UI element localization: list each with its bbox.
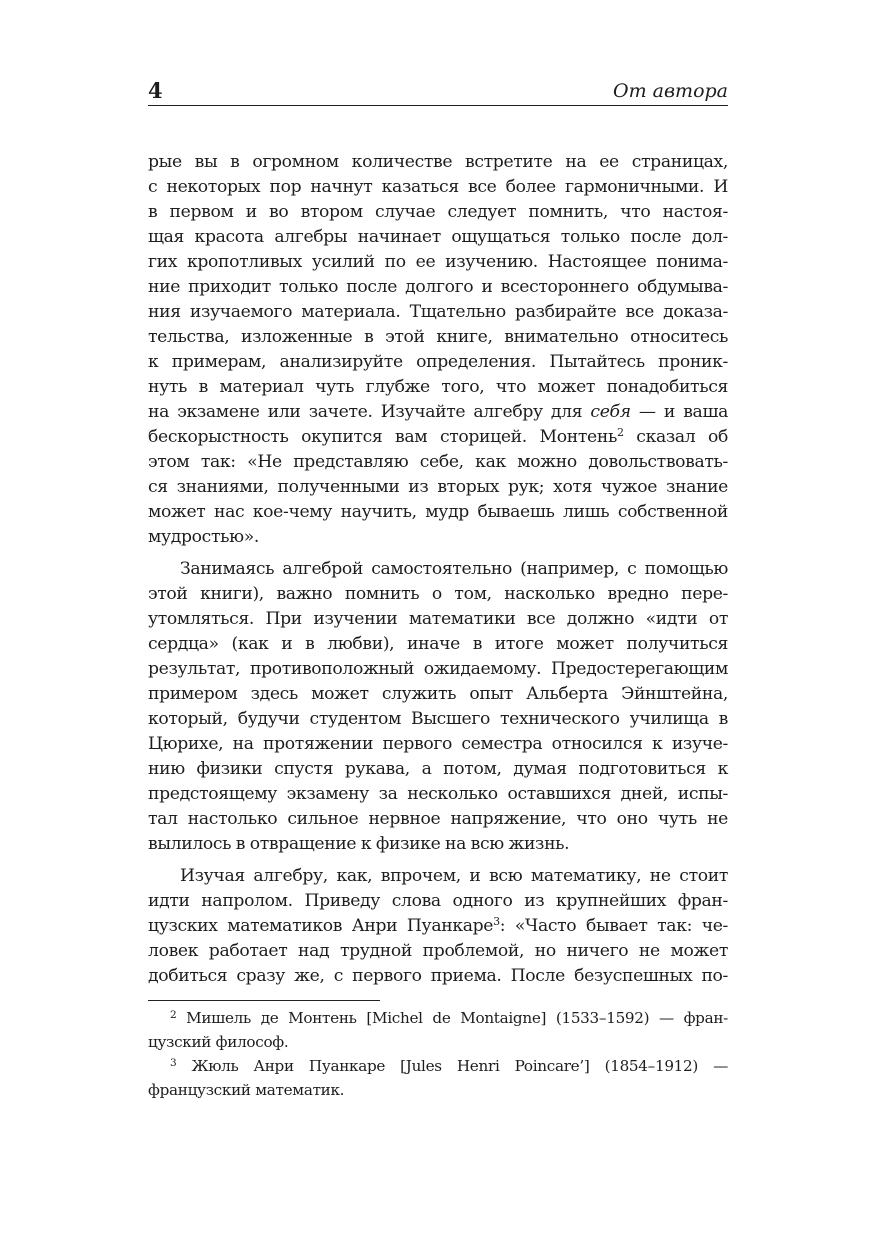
text-line: может нас кое-чему научить, мудр бываешь лишь собственной (148, 502, 728, 522)
text-line: рые вы в огромном количестве встретите на ее страницах, (148, 152, 728, 172)
text-line: Изучая алгебру, как, впрочем, и всю математику, не стоит (180, 866, 728, 886)
footnote-2-continued: цузский философ. (148, 1033, 289, 1051)
page-number: 4 (148, 78, 163, 103)
text-line: результат, противоположный ожидаемому. Предостерегающим (148, 659, 728, 679)
text-line: добиться сразу же, с первого приема. После безуспешных по- (148, 966, 728, 986)
text-line: мудростью». (148, 527, 259, 547)
text-line: тал настолько сильное нервное напряжение, что оно чуть не (148, 809, 728, 829)
footnote-2 (148, 1006, 728, 1030)
text-run: бескорыстность окупится вам сторицей. Монтень (148, 427, 617, 447)
text-line: который, будучи студентом Высшего технического училища в (148, 709, 728, 729)
text-line: идти напролом. Приведу слова одного из крупнейших фран- (148, 891, 728, 911)
running-head (148, 78, 728, 106)
footnote-rule (148, 1000, 380, 1001)
footnote-3-continued: французский математик. (148, 1081, 345, 1099)
text-run: сказал об (623, 427, 728, 447)
footnote-number: 3 (170, 1057, 177, 1069)
footnotes (148, 1006, 728, 1102)
text-line: сердца» (как и в любви), иначе в итоге может получиться (148, 634, 728, 654)
text-run: — и ваша (630, 402, 728, 422)
footnote-text: Мишель де Монтень [Michel de Montaigne] (1533–1592) — фран- (176, 1009, 728, 1027)
paragraph-2 (148, 557, 728, 857)
text-line: этой книги), важно помнить о том, насколько вредно пере- (148, 584, 728, 604)
text-run: : «Часто бывает так: че- (499, 916, 728, 936)
footnote-ref-2[interactable]: 2 (616, 426, 624, 439)
paragraph-3 (148, 864, 728, 989)
text-line: вылилось в отвращение к физике на всю жизнь. (148, 834, 570, 854)
text-line: примером здесь может служить опыт Альберта Эйнштейна, (148, 684, 728, 704)
text-line: предстоящему экзамену за несколько оставшихся дней, испы- (148, 784, 728, 804)
text-line: в первом и во втором случае следует помнить, что настоя- (148, 202, 728, 222)
text-line: нию физики спустя рукава, а потом, думая подготовиться к (148, 759, 728, 779)
text-line: Занимаясь алгеброй самостоятельно (например, с помощью (180, 559, 728, 579)
text-run: на экзамене или зачете. Изучайте алгебру для (148, 402, 591, 422)
text-line: Цюрихе, на протяжении первого семестра относился к изуче- (148, 734, 728, 754)
text-line: щая красота алгебры начинает ощущаться только после дол- (148, 227, 728, 247)
text-line (148, 914, 728, 939)
header-rule (148, 105, 728, 106)
text-line: нуть в материал чуть глубже того, что может понадобиться (148, 377, 728, 397)
footnote-ref-3[interactable]: 3 (493, 915, 500, 928)
text-line: гих кропотливых усилий по ее изучению. Настоящее понима- (148, 252, 728, 272)
paragraph-1 (148, 150, 728, 550)
text-line: ния изучаемого материала. Тщательно разбирайте все доказа- (148, 302, 728, 322)
book-page (148, 0, 728, 1240)
section-title: От автора (613, 80, 728, 102)
text-line: ся знаниями, полученными из вторых рук; хотя чужое знание (148, 477, 728, 497)
footnote-number: 2 (170, 1009, 177, 1021)
text-line: ние приходит только после долгого и всестороннего обдумыва- (148, 277, 728, 297)
text-line: с некоторых пор начнут казаться все более гармоничными. И (148, 177, 728, 197)
text-line: ловек работает над трудной проблемой, но ничего не может (148, 941, 728, 961)
body-text (148, 150, 728, 989)
text-line: утомляться. При изучении математики все должно «идти от (148, 609, 728, 629)
footnote-3 (148, 1054, 728, 1078)
text-line (148, 425, 728, 450)
text-line (148, 400, 728, 425)
text-line: к примерам, анализируйте определения. Пытайтесь проник- (148, 352, 728, 372)
emphasis-text: себя (590, 402, 631, 422)
text-line: этом так: «Не представляю себе, как можно довольствовать- (148, 452, 728, 472)
text-line: тельства, изложенные в этой книге, внимательно относитесь (148, 327, 728, 347)
text-run: цузских математиков Анри Пуанкаре (148, 916, 494, 936)
footnote-text: Жюль Анри Пуанкаре [Jules Henri Poincare’] (1854–1912) — (176, 1057, 728, 1075)
